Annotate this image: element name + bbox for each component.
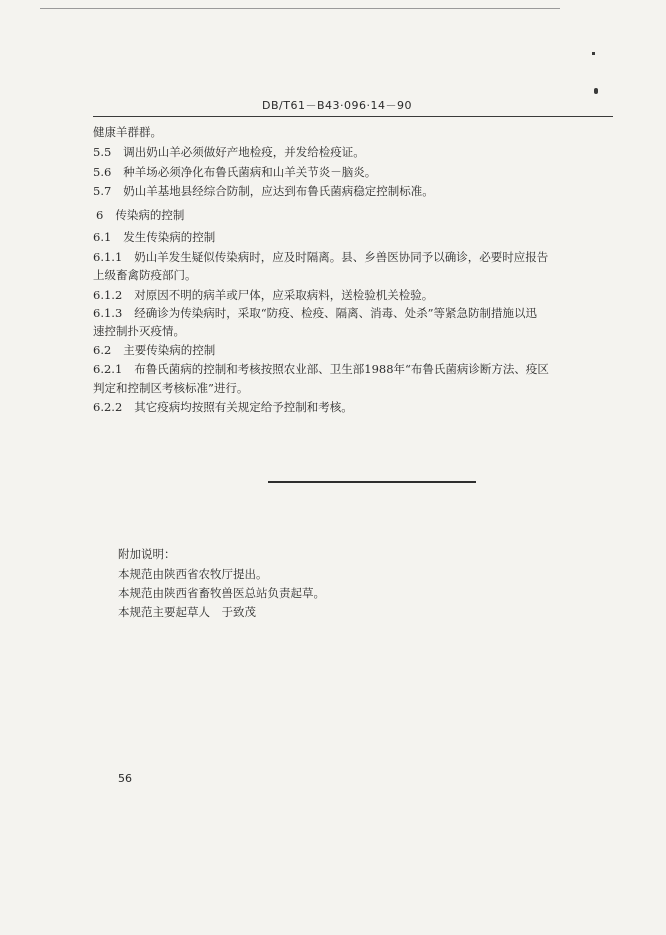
paragraph-text: 健康羊群群。 [93, 125, 162, 139]
clause-text: 判定和控制区考核标准”进行。 [93, 381, 249, 395]
clause-6-2-1-continuation [93, 381, 248, 395]
scan-speck [592, 52, 595, 55]
clause-text: 主要传染病的控制 [123, 343, 216, 357]
scan-edge-line [40, 8, 560, 9]
clause-6-2-2 [93, 400, 353, 414]
clause-text: 发生传染病的控制 [123, 230, 216, 244]
clause-number: 6.1.1 [93, 250, 123, 264]
clause-number: 5.7 [93, 184, 112, 198]
clause-text: 其它疫病均按照有关规定给予控制和考核。 [134, 400, 353, 414]
section-number: 6 [96, 208, 104, 222]
clause-text: 上级畜禽防疫部门。 [93, 268, 197, 282]
notes-title: 附加说明： [118, 547, 176, 561]
clause-number: 6.2.1 [93, 362, 123, 376]
clause-number: 6.2.2 [93, 400, 123, 414]
note-line: 本规范由陕西省畜牧兽医总站负责起草。 [118, 586, 325, 600]
clause-6-1-2 [93, 288, 433, 302]
clause-text: 奶山羊基地县经综合防制，应达到布鲁氏菌病稳定控制标准。 [123, 184, 434, 198]
clause-text: 调出奶山羊必须做好产地检疫，并发给检疫证。 [123, 145, 365, 159]
clause-5-5 [93, 145, 365, 159]
page-number: 56 [118, 772, 132, 785]
standard-code: DB/T61－B43·096·14－90 [262, 99, 412, 112]
clause-number: 6.1.3 [93, 306, 123, 320]
clause-text: 对原因不明的病羊或尸体，应采取病料，送检验机关检验。 [134, 288, 434, 302]
clause-text: 奶山羊发生疑似传染病时，应及时隔离。县、乡兽医协同予以确诊，必要时应报告 [134, 250, 549, 264]
header-rule [93, 116, 613, 117]
clause-text: 经确诊为传染病时，采取“防疫、检疫、隔离、消毒、处杀”等紧急防制措施以迅 [134, 306, 538, 320]
clause-text: 速控制扑灭疫情。 [93, 324, 185, 338]
clause-6-1-1-continuation [93, 268, 197, 282]
clause-number: 6.1.2 [93, 288, 123, 302]
section-separator-rule [268, 481, 476, 483]
section-title: 传染病的控制 [115, 208, 185, 222]
clause-6-1-3 [93, 306, 537, 320]
continued-line [93, 125, 162, 139]
clause-text: 布鲁氏菌病的控制和考核按照农业部、卫生部1988年“布鲁氏菌病诊断方法、疫区 [134, 362, 549, 376]
clause-5-6 [93, 165, 376, 179]
note-line: 本规范由陕西省农牧厅提出。 [118, 567, 268, 581]
clause-6-2 [93, 343, 215, 357]
clause-6-1 [93, 230, 215, 244]
clause-5-7 [93, 184, 434, 198]
clause-number: 6.2 [93, 343, 112, 357]
clause-number: 5.6 [93, 165, 112, 179]
clause-6-1-1 [93, 250, 548, 264]
section-6-heading [96, 208, 184, 222]
clause-number: 5.5 [93, 145, 112, 159]
scan-speck [594, 88, 598, 94]
clause-number: 6.1 [93, 230, 112, 244]
clause-text: 种羊场必须净化布鲁氏菌病和山羊关节炎－脑炎。 [123, 165, 377, 179]
clause-6-2-1 [93, 362, 549, 376]
clause-6-1-3-continuation [93, 324, 185, 338]
note-line: 本规范主要起草人 于致茂 [118, 605, 256, 619]
